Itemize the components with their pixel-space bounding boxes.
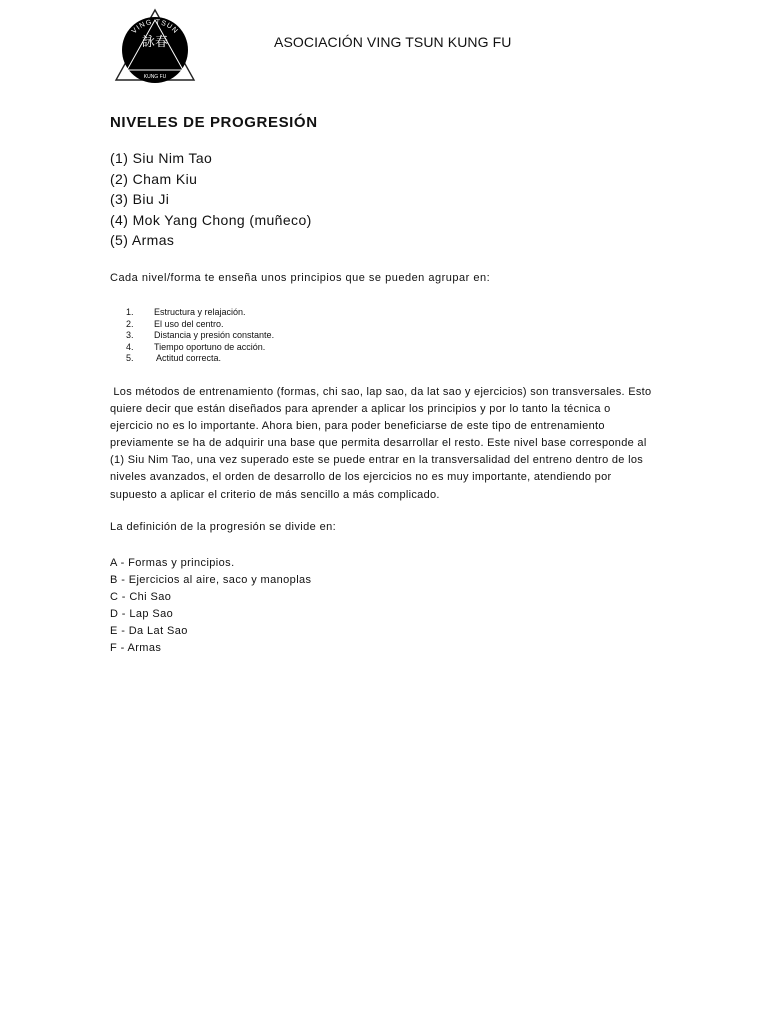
level-item: (4) Mok Yang Chong (muñeco) bbox=[110, 211, 312, 228]
definition-item: E - Da Lat Sao bbox=[110, 625, 188, 638]
definition-list bbox=[110, 555, 311, 658]
definition-item: C - Chi Sao bbox=[110, 591, 172, 604]
principles-list bbox=[126, 307, 274, 365]
principles-intro: Cada nivel/forma te enseña unos principios que se pueden agrupar en: bbox=[110, 272, 491, 284]
levels-list bbox=[110, 148, 312, 251]
level-item: (3) Biu Ji bbox=[110, 191, 170, 208]
logo-glyph: 詠春 bbox=[141, 35, 169, 50]
logo-text-bottom: KUNG FU bbox=[143, 74, 167, 80]
level-item: (2) Cham Kiu bbox=[110, 170, 198, 187]
logo-text-top: VING TSUN bbox=[130, 18, 180, 36]
principle-number: 4. bbox=[126, 341, 134, 352]
organization-title: ASOCIACIÓN VING TSUN KUNG FU bbox=[274, 34, 512, 50]
principle-item bbox=[126, 307, 274, 319]
body-paragraph: Los métodos de entrenamiento (formas, chi sao, lap sao, da lat sao y ejercicios) son transversales. Esto quiere decir que están diseñados para aprender a aplicar los principios y por lo tanto la técnica o ejercicio no es lo importante. Ahora bien, para poder beneficiarse de este tipo de entrenamiento previamente se ha de adquirir una base que permita desarrollar el resto. Este nivel base corresponde al (1) Siu Nim Tao, una vez superado este se puede entrar en la transversalidad del entreno dentro de los niveles avanzados, el orden de desarrollo de los ejercicios no es muy importante, atendiendo por supuesto a aplicar el criterio de más sencillo a más complicado. bbox=[110, 386, 655, 501]
definition-item: B - Ejercicios al aire, saco y manoplas bbox=[110, 574, 312, 587]
principle-item bbox=[126, 342, 274, 354]
principle-number: 2. bbox=[126, 318, 134, 329]
principle-text: Actitud correcta. bbox=[154, 353, 222, 364]
principle-item bbox=[126, 330, 274, 342]
principle-text: Distancia y presión constante. bbox=[154, 330, 275, 341]
principle-text: Tiempo oportuno de acción. bbox=[154, 341, 266, 352]
definition-item: F - Armas bbox=[110, 642, 162, 655]
definition-item: A - Formas y principios. bbox=[110, 557, 235, 569]
level-item: (1) Siu Nim Tao bbox=[110, 150, 213, 166]
principle-number: 3. bbox=[126, 330, 134, 341]
definition-item: D - Lap Sao bbox=[110, 608, 174, 621]
principle-text: El uso del centro. bbox=[154, 318, 224, 329]
principle-item bbox=[126, 319, 274, 331]
definition-intro: La definición de la progresión se divide en: bbox=[110, 521, 337, 533]
section-heading: NIVELES DE PROGRESIÓN bbox=[110, 114, 318, 131]
level-item: (5) Armas bbox=[110, 232, 175, 249]
principle-item bbox=[126, 353, 274, 365]
association-logo bbox=[110, 8, 200, 88]
principle-text: Estructura y relajación. bbox=[154, 307, 246, 317]
principle-number: 5. bbox=[126, 353, 134, 364]
principle-number: 1. bbox=[126, 307, 134, 317]
